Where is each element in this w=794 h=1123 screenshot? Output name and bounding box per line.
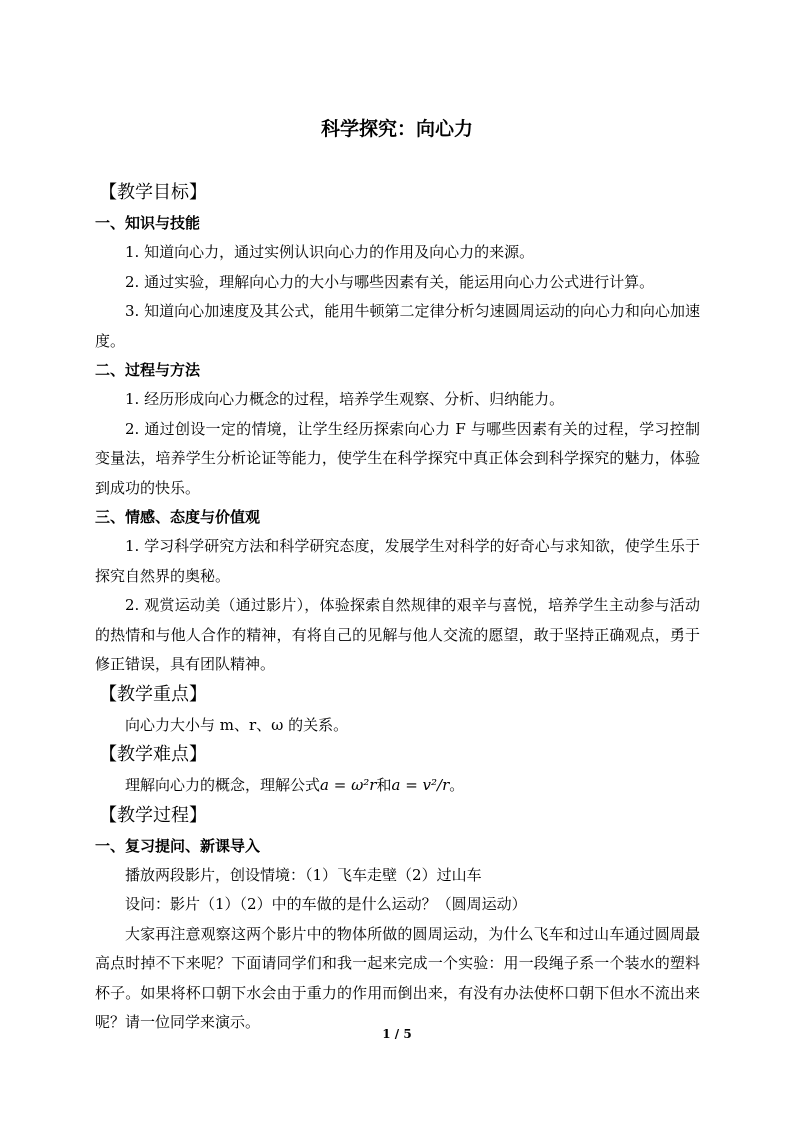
attitude-item-2: 2. 观赏运动美（通过影片），体验探索自然规律的艰辛与喜悦，培养学生主动参与活动的热情和与他人合作的精神，有将自己的见解与他人交流的愿望，敢于坚持正确观点，勇于修正错误，具有团队精神。 <box>95 596 700 673</box>
review-heading: 一、复习提问、新课导入 <box>95 836 261 855</box>
attitude-heading: 三、情感、态度与价值观 <box>95 508 261 526</box>
key-points-text: 向心力大小与 m、r、ω 的关系。 <box>125 715 349 734</box>
knowledge-item-1: 1. 知道向心力，通过实例认识向心力的作用及向心力的来源。 <box>125 243 535 261</box>
difficulty-suffix: 。 <box>449 776 465 794</box>
document-body <box>95 178 700 1038</box>
objectives-heading: 【教学目标】 <box>99 182 207 203</box>
difficulty-prefix: 理解向心力的概念，理解公式 <box>125 776 321 794</box>
difficulty-text <box>95 771 700 801</box>
difficulty-heading: 【教学难点】 <box>99 744 207 765</box>
knowledge-item-3: 3. 知道向心加速度及其公式，能用牛顿第二定律分析匀速圆周运动的向心力和向心加速度。 <box>95 302 700 350</box>
attitude-item-1: 1. 学习科学研究方法和科学研究态度，发展学生对科学的好奇心与求知欲，使学生乐于探究自然界的奥秘。 <box>95 537 700 585</box>
review-item-2: 设问：影片（1）（2）中的车做的是什么运动？（圆周运动） <box>125 895 527 913</box>
formula-centripetal-omega: a = ω²r <box>320 776 377 794</box>
key-points-heading: 【教学重点】 <box>99 683 207 705</box>
difficulty-mid: 和 <box>376 776 392 794</box>
page-title: 科学探究：向心力 <box>320 118 473 140</box>
process-heading: 二、过程与方法 <box>95 361 201 379</box>
page-number: 1 / 5 <box>382 1027 412 1041</box>
process-item-1: 1. 经历形成向心力概念的过程，培养学生观察、分析、归纳能力。 <box>125 390 565 408</box>
review-item-3: 大家再注意观察这两个影片中的物体所做的圆周运动，为什么飞车和过山车通过圆周最高点时掉不下来呢？下面请同学们和我一起来完成一个实验：用一段绳子系一个装水的塑料杯子。如果将杯口朝下水会由于重力的作用而倒出来，有没有办法使杯口朝下但水不流出来呢？请一位同学来演示。 <box>95 924 700 1031</box>
teaching-process-heading: 【教学过程】 <box>99 804 207 826</box>
knowledge-item-2: 2. 通过实验，理解向心力的大小与哪些因素有关，能运用向心力公式进行计算。 <box>125 272 655 291</box>
formula-centripetal-velocity: a = v²/r <box>391 776 450 794</box>
review-item-1: 播放两段影片，创设情境：（1）飞车走壁（2）过山车 <box>125 865 482 884</box>
process-item-2: 2. 通过创设一定的情境，让学生经历探索向心力 F 与哪些因素有关的过程，学习控制变量法，培养学生分析论证等能力，使学生在科学探究中真正体会到科学探究的魅力，体验到成功的快乐。 <box>95 419 700 497</box>
knowledge-heading: 一、知识与技能 <box>95 214 201 232</box>
